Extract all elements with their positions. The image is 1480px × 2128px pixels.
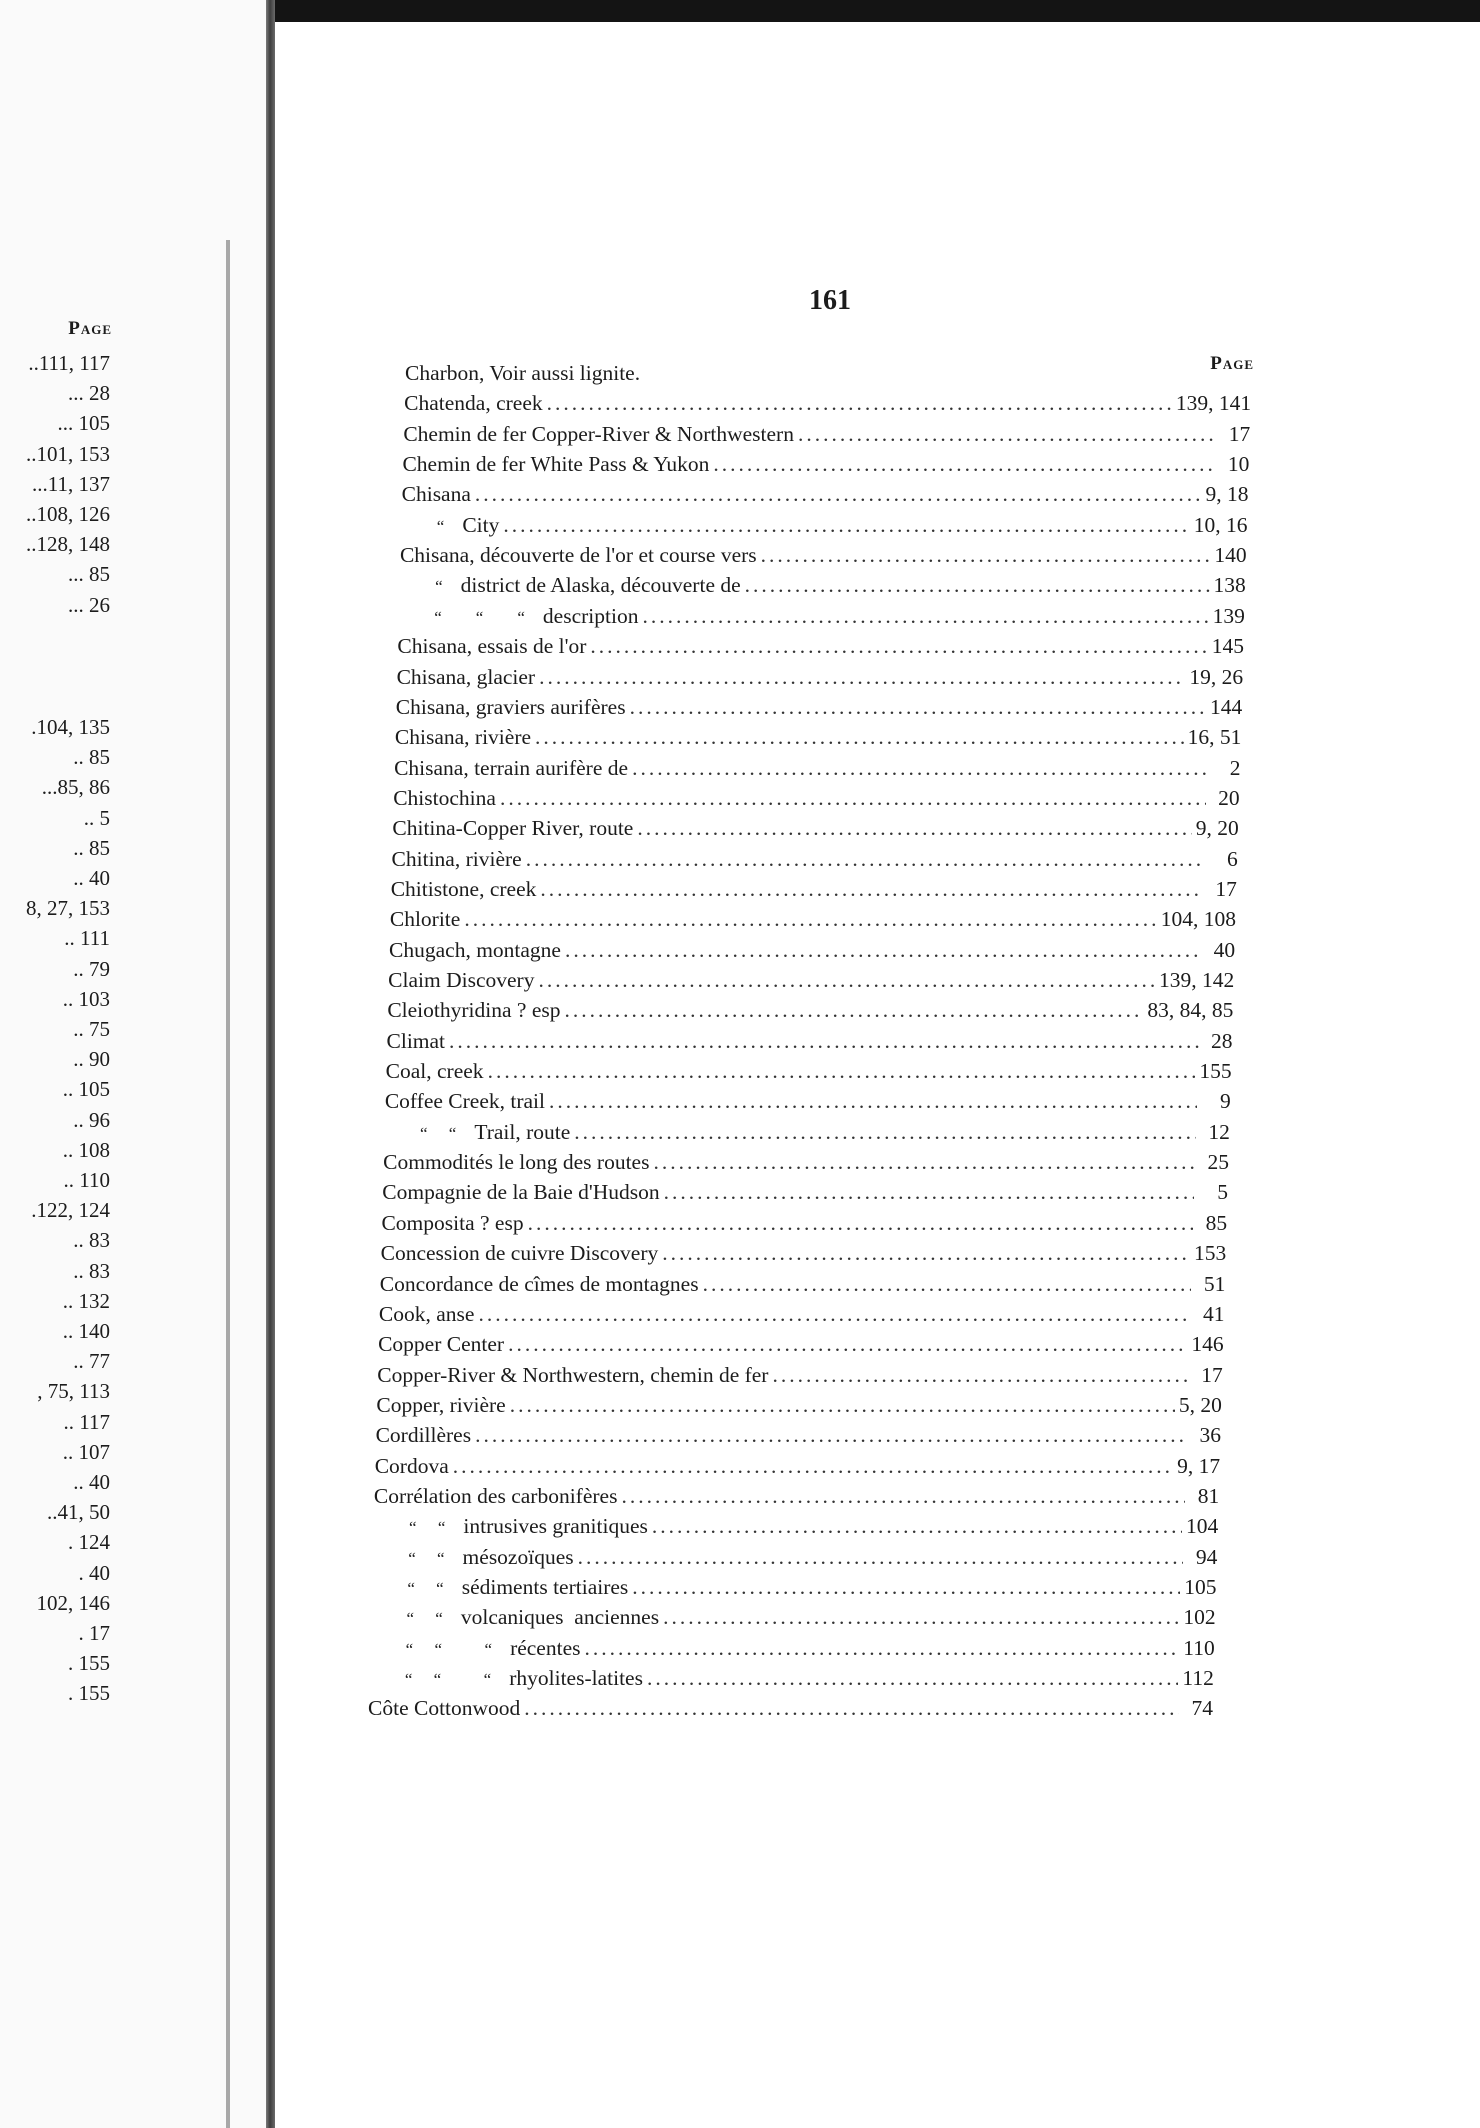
index-entry-label: Chatenda, creek bbox=[404, 391, 543, 416]
index-entry-pages: 25 bbox=[1207, 1150, 1229, 1175]
index-entry-pages: 36 bbox=[1199, 1423, 1221, 1448]
dot-leader bbox=[508, 1329, 1187, 1359]
binding-gutter bbox=[266, 0, 275, 2128]
index-entry-pages: 139, 141 bbox=[1175, 391, 1252, 416]
index-entry bbox=[395, 722, 1241, 752]
index-entry bbox=[396, 692, 1243, 722]
left-page-number: .122, 124 bbox=[31, 1198, 110, 1223]
left-page-number: 102, 146 bbox=[36, 1590, 110, 1615]
index-entry bbox=[405, 358, 1252, 388]
dot-leader bbox=[663, 1602, 1179, 1632]
index-entry-pages: 145 bbox=[1211, 634, 1244, 659]
dot-leader bbox=[449, 1026, 1198, 1056]
dot-leader bbox=[653, 1147, 1194, 1177]
index-entry-pages: 104 bbox=[1186, 1514, 1219, 1539]
dot-leader bbox=[772, 1360, 1188, 1390]
index-entry bbox=[400, 540, 1247, 570]
index-entry-label: Chisana, découverte de l'or et course vers bbox=[399, 543, 757, 568]
index-entry-pages: 139 bbox=[1212, 603, 1245, 628]
index-entry-label: description bbox=[542, 603, 639, 628]
dot-leader bbox=[528, 1208, 1194, 1238]
left-page-number: .. 85 bbox=[73, 745, 110, 770]
index-entry bbox=[392, 844, 1238, 874]
ditto-marks: “ “ “ bbox=[405, 1639, 493, 1659]
left-page-number: ... 26 bbox=[68, 592, 110, 617]
binding-gutter-shadow bbox=[226, 240, 230, 2128]
dot-leader bbox=[630, 692, 1206, 722]
dot-leader bbox=[574, 1117, 1196, 1147]
dot-leader bbox=[547, 388, 1172, 418]
index-entry bbox=[390, 904, 1236, 934]
index-entry bbox=[371, 1602, 1216, 1632]
index-entry-pages: 155 bbox=[1199, 1059, 1232, 1084]
index-entry bbox=[403, 419, 1250, 449]
index-entry bbox=[373, 1511, 1218, 1541]
index-entry-pages: 17 bbox=[1215, 876, 1237, 901]
index-entry-label: Charbon, Voir aussi lignite. bbox=[405, 361, 641, 385]
dot-leader bbox=[540, 874, 1203, 904]
index-entry bbox=[393, 783, 1239, 813]
dot-leader bbox=[478, 1299, 1190, 1329]
left-page-number: .. 132 bbox=[62, 1288, 110, 1313]
index-entry-pages: 104, 108 bbox=[1160, 907, 1237, 932]
index-entry bbox=[381, 1238, 1227, 1268]
index-entry-pages: 144 bbox=[1210, 694, 1243, 719]
index-entry-pages: 20 bbox=[1218, 785, 1240, 810]
index-entry bbox=[383, 1147, 1229, 1177]
index-entry-pages: 5 bbox=[1217, 1180, 1229, 1205]
index-entry-pages: 102 bbox=[1183, 1605, 1216, 1630]
index-entry bbox=[386, 1056, 1232, 1086]
index-entry bbox=[370, 1633, 1215, 1663]
index-entry-label: Copper, rivière bbox=[376, 1392, 506, 1417]
left-page-number: .. 83 bbox=[73, 1258, 110, 1283]
index-entry-label: City bbox=[462, 512, 500, 537]
index-entry-label: Cook, anse bbox=[378, 1301, 475, 1326]
index-entry bbox=[374, 1481, 1219, 1511]
index-entry-pages: 112 bbox=[1182, 1666, 1214, 1691]
dot-leader bbox=[539, 662, 1185, 692]
index-entry bbox=[378, 1329, 1224, 1359]
index-entry-label: Chisana, terrain aurifère de bbox=[394, 755, 629, 780]
index-entry bbox=[402, 479, 1249, 509]
index-entry-label: district de Alaska, découverte de bbox=[460, 573, 741, 598]
dot-leader bbox=[464, 904, 1156, 934]
dot-leader bbox=[453, 1451, 1173, 1481]
left-page-number: . 40 bbox=[78, 1560, 110, 1585]
index-entry bbox=[380, 1269, 1226, 1299]
index-entry-label: Coal, creek bbox=[385, 1059, 484, 1084]
ditto-marks: “ bbox=[436, 516, 445, 536]
page-number: 161 bbox=[809, 285, 851, 316]
dot-leader bbox=[535, 722, 1184, 752]
index-entry-pages: 2 bbox=[1229, 755, 1241, 780]
dot-leader bbox=[503, 510, 1189, 540]
dot-leader bbox=[590, 631, 1207, 661]
index-entry-pages: 138 bbox=[1213, 573, 1246, 598]
index-entry-pages: 5, 20 bbox=[1178, 1392, 1222, 1417]
index-entry-label: Chisana, essais de l'or bbox=[397, 634, 587, 659]
index-entry-label: Chitina, rivière bbox=[391, 846, 522, 871]
left-page-number: .. 111 bbox=[64, 926, 110, 951]
dot-leader bbox=[703, 1269, 1192, 1299]
index-entry bbox=[369, 1663, 1214, 1693]
index-entry-label: Composita ? esp bbox=[381, 1210, 524, 1235]
index-entry bbox=[379, 1299, 1225, 1329]
index-entry bbox=[389, 935, 1235, 965]
ditto-marks: “ “ bbox=[408, 1548, 445, 1568]
index-entry-label: Commodités le long des routes bbox=[383, 1150, 650, 1175]
index-entry bbox=[387, 995, 1233, 1025]
index-entry bbox=[401, 510, 1248, 540]
dot-leader bbox=[761, 540, 1211, 570]
index-entry bbox=[404, 388, 1251, 418]
dot-leader bbox=[642, 601, 1208, 631]
index-entry-pages: 6 bbox=[1227, 846, 1238, 871]
left-page-number: .. 5 bbox=[83, 805, 110, 830]
index-entry-label: Concordance de cîmes de montagnes bbox=[379, 1271, 699, 1296]
left-page-number: .. 140 bbox=[62, 1319, 110, 1343]
page-column-header: Page bbox=[1210, 353, 1254, 374]
index-entry bbox=[397, 662, 1244, 692]
index-entry-label: Chitina-Copper River, route bbox=[392, 816, 634, 841]
index-entry-pages: 83, 84, 85 bbox=[1147, 998, 1234, 1023]
index-entry-label: Cordova bbox=[374, 1453, 449, 1478]
index-entry bbox=[399, 570, 1246, 600]
index-entry-label: Copper Center bbox=[378, 1332, 505, 1357]
dot-leader bbox=[524, 1693, 1179, 1723]
dot-leader bbox=[488, 1056, 1196, 1086]
index-entry-label: récentes bbox=[510, 1635, 581, 1660]
left-page-number: .. 110 bbox=[63, 1168, 110, 1192]
index-entry-label: rhyolites-latites bbox=[509, 1666, 643, 1691]
index-entry-pages: 10, 16 bbox=[1193, 512, 1248, 537]
left-page-number: .. 85 bbox=[73, 835, 110, 860]
left-page-number: , 75, 113 bbox=[37, 1379, 110, 1404]
left-page-number: .. 40 bbox=[73, 1470, 110, 1494]
left-page-number: .. 83 bbox=[73, 1228, 110, 1253]
dot-leader bbox=[578, 1542, 1184, 1572]
left-page-number: .. 108 bbox=[62, 1137, 110, 1162]
left-page-number: .. 79 bbox=[73, 956, 110, 981]
index-entry-pages: 40 bbox=[1213, 937, 1236, 962]
index-entry-pages: 12 bbox=[1208, 1119, 1230, 1144]
index-entry bbox=[391, 874, 1237, 904]
dot-leader bbox=[500, 783, 1206, 813]
left-page-number: .. 77 bbox=[73, 1349, 110, 1374]
index-entry-pages: 28 bbox=[1211, 1028, 1233, 1053]
left-page-number: 8, 27, 153 bbox=[26, 896, 110, 921]
index-entry-pages: 51 bbox=[1203, 1271, 1226, 1296]
index-entry bbox=[387, 1026, 1233, 1056]
index-entry bbox=[388, 965, 1234, 995]
index-entry bbox=[392, 813, 1238, 843]
index-entry-label: mésozoïques bbox=[462, 1544, 574, 1569]
dot-leader bbox=[652, 1511, 1182, 1541]
left-page-number: . 17 bbox=[78, 1621, 110, 1645]
left-page-number: .. 107 bbox=[62, 1439, 110, 1464]
index-entry bbox=[376, 1420, 1221, 1450]
left-page-number: ..41, 50 bbox=[47, 1500, 110, 1525]
dot-leader bbox=[632, 753, 1206, 783]
index-entry bbox=[372, 1542, 1217, 1572]
left-page-number: .. 117 bbox=[63, 1409, 110, 1434]
left-page-number: . 124 bbox=[68, 1530, 110, 1555]
index-entry-pages: 19, 26 bbox=[1189, 664, 1244, 689]
index-entry bbox=[376, 1390, 1221, 1420]
index-entry-pages: 153 bbox=[1194, 1241, 1227, 1266]
left-page-number: ..108, 126 bbox=[26, 502, 110, 526]
index-entry-label: Copper-River & Northwestern, chemin de fer bbox=[377, 1362, 769, 1387]
dot-leader bbox=[564, 995, 1143, 1025]
index-entry-pages: 140 bbox=[1214, 543, 1247, 568]
index-entry-label: Chitistone, creek bbox=[390, 876, 537, 901]
dot-leader bbox=[745, 570, 1210, 600]
index-entry bbox=[398, 601, 1245, 631]
index-entry bbox=[371, 1572, 1216, 1602]
index-entry-pages: 9, 17 bbox=[1177, 1453, 1221, 1478]
index-entry-label: Chugach, montagne bbox=[389, 937, 561, 962]
left-page-number: . 155 bbox=[68, 1681, 110, 1706]
left-page-number: .. 90 bbox=[73, 1047, 110, 1072]
index-entry-label: Climat bbox=[386, 1028, 446, 1053]
dot-leader bbox=[647, 1663, 1178, 1693]
index-entry-label: Compagnie de la Baie d'Hudson bbox=[382, 1180, 660, 1205]
index-entry bbox=[382, 1177, 1228, 1207]
ditto-marks: “ “ bbox=[407, 1579, 444, 1598]
scan-top-border bbox=[272, 0, 1480, 22]
index-entry-label: Coffee Creek, trail bbox=[384, 1089, 546, 1114]
index-entry-pages: 146 bbox=[1191, 1332, 1224, 1357]
dot-leader bbox=[510, 1390, 1175, 1420]
index-entry-pages: 74 bbox=[1191, 1696, 1213, 1721]
index-entry-label: Chistochina bbox=[393, 785, 496, 810]
left-page-number: . 155 bbox=[68, 1651, 110, 1676]
ditto-marks: “ “ “ bbox=[404, 1670, 492, 1690]
index-entry-pages: 16, 51 bbox=[1187, 725, 1242, 750]
dot-leader bbox=[662, 1238, 1190, 1268]
index-entry-label: Côte Cottonwood bbox=[368, 1696, 521, 1721]
left-page-number: ...85, 86 bbox=[41, 775, 110, 800]
dot-leader bbox=[475, 1420, 1187, 1450]
dot-leader bbox=[475, 479, 1202, 509]
index-entry-label: Chemin de fer Copper-River & Northwestern bbox=[403, 421, 794, 446]
index-entry-label: volcaniques anciennes bbox=[460, 1605, 660, 1630]
index-entry-pages: 41 bbox=[1203, 1301, 1225, 1326]
dot-leader bbox=[664, 1177, 1194, 1207]
index-entry-pages: 10 bbox=[1227, 452, 1250, 477]
left-page-number: ...11, 137 bbox=[32, 471, 110, 496]
index-entry-pages: 81 bbox=[1197, 1483, 1220, 1508]
ditto-marks: “ “ bbox=[409, 1518, 446, 1538]
index-entry-label: Chisana, rivière bbox=[394, 725, 532, 750]
index-entry-label: Cleiothyridina ? esp bbox=[387, 998, 561, 1023]
index-entry bbox=[397, 631, 1244, 661]
dot-leader bbox=[565, 935, 1201, 965]
index-entry bbox=[377, 1360, 1223, 1390]
index-entry-label: Claim Discovery bbox=[388, 968, 535, 992]
index-entry bbox=[368, 1693, 1213, 1723]
left-page-number: ..101, 153 bbox=[26, 441, 110, 466]
dot-leader bbox=[632, 1572, 1180, 1602]
dot-leader bbox=[549, 1086, 1197, 1116]
index-entry bbox=[384, 1117, 1230, 1147]
dot-leader bbox=[584, 1633, 1179, 1663]
index-entry-label: Cordillères bbox=[375, 1423, 472, 1448]
index-entry-label: Chlorite bbox=[389, 907, 461, 932]
index-entry-pages: 110 bbox=[1183, 1635, 1215, 1660]
index-entry-label: intrusives granitiques bbox=[463, 1514, 648, 1539]
left-page-number: .104, 135 bbox=[31, 715, 110, 739]
left-page-number: ... 28 bbox=[68, 381, 110, 406]
index-entry-label: sédiments tertiaires bbox=[461, 1575, 629, 1599]
index-entry-pages: 85 bbox=[1205, 1210, 1228, 1235]
dot-leader bbox=[713, 449, 1215, 479]
index-entry-pages: 9 bbox=[1219, 1089, 1231, 1114]
index-entry bbox=[402, 449, 1249, 479]
index-entry-label: Concession de cuivre Discovery bbox=[380, 1241, 659, 1266]
index-entry bbox=[381, 1208, 1227, 1238]
index-entry-pages: 94 bbox=[1195, 1544, 1218, 1569]
index-entry-label: Chisana, graviers aurifères bbox=[395, 694, 626, 719]
index-entry-pages: 139, 142 bbox=[1159, 968, 1235, 992]
left-page-number: .. 105 bbox=[62, 1077, 110, 1102]
dot-leader bbox=[798, 419, 1216, 449]
left-page-number: ..128, 148 bbox=[26, 532, 110, 557]
index-entry-pages: 9, 18 bbox=[1205, 482, 1249, 507]
dot-leader bbox=[621, 1481, 1185, 1511]
index-entry-label: Trail, route bbox=[474, 1119, 571, 1144]
ditto-marks: “ bbox=[435, 577, 443, 597]
index-entry-pages: 17 bbox=[1228, 421, 1251, 446]
dot-leader bbox=[538, 965, 1155, 995]
ditto-marks: “ “ bbox=[406, 1609, 443, 1629]
index-entry-label: Chemin de fer White Pass & Yukon bbox=[402, 452, 710, 477]
index-entry-pages: 17 bbox=[1201, 1362, 1223, 1387]
index-entry-pages: 9, 20 bbox=[1195, 816, 1239, 841]
index-entry bbox=[394, 753, 1240, 783]
left-page-header: Page bbox=[68, 318, 112, 339]
left-page-number: ... 85 bbox=[68, 562, 110, 587]
index-entry-label: Chisana, glacier bbox=[396, 664, 536, 689]
index-entry-label: Corrélation des carbonifères bbox=[373, 1483, 618, 1508]
index-entry-pages: 105 bbox=[1184, 1575, 1217, 1599]
index-entry bbox=[375, 1451, 1220, 1481]
left-page-number: ... 105 bbox=[57, 411, 110, 436]
index-entry-label: Chisana bbox=[401, 482, 471, 507]
index-entry bbox=[385, 1086, 1231, 1116]
dot-leader bbox=[637, 813, 1191, 843]
left-page-number: .. 103 bbox=[62, 986, 110, 1011]
ditto-marks: “ “ bbox=[419, 1123, 457, 1143]
left-page-number: .. 96 bbox=[73, 1107, 110, 1132]
left-page-number: .. 75 bbox=[73, 1017, 110, 1041]
left-page-number: ..111, 117 bbox=[28, 351, 110, 375]
left-page-number: .. 40 bbox=[73, 866, 110, 890]
ditto-marks: “ “ “ bbox=[434, 607, 525, 627]
dot-leader bbox=[526, 844, 1204, 874]
